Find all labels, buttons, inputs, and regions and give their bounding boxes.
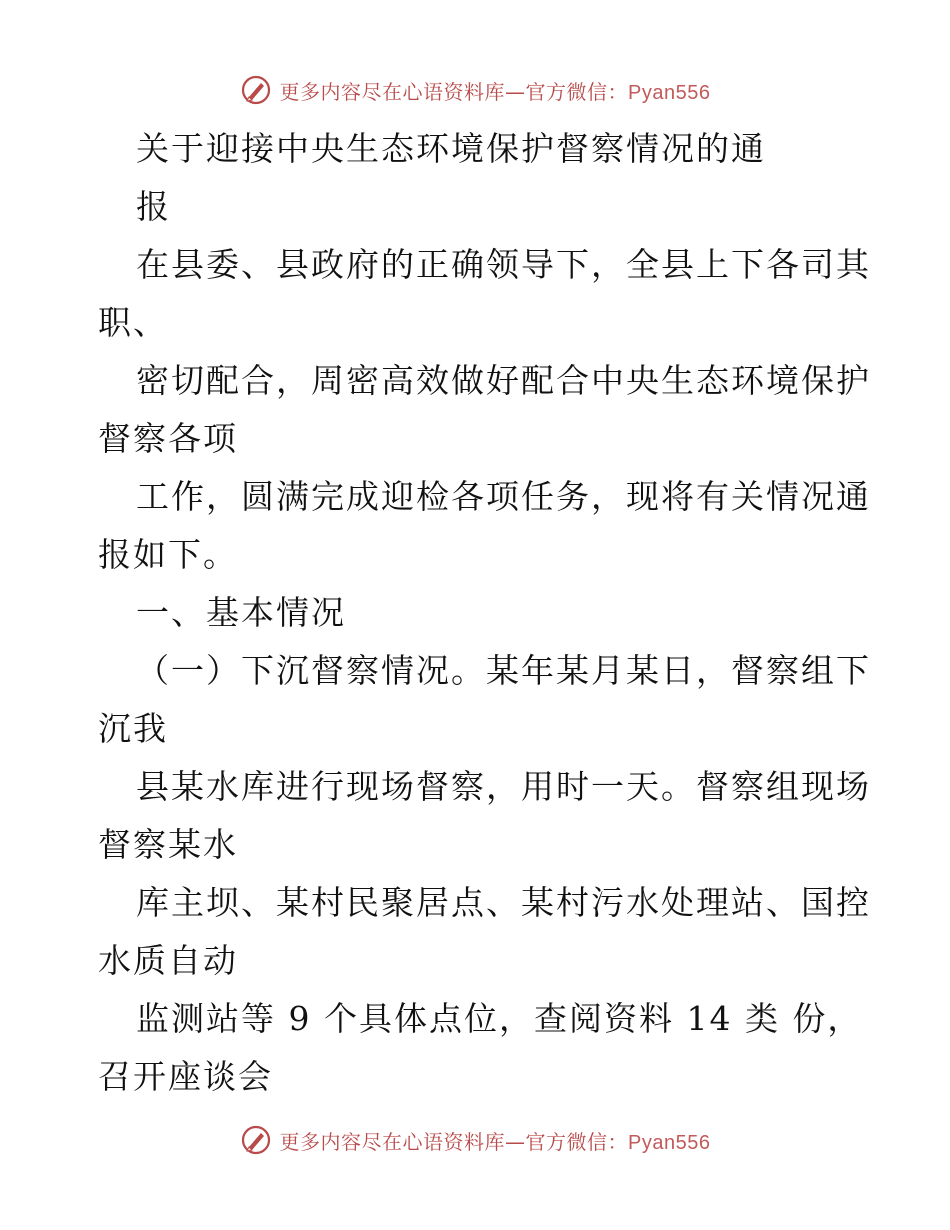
watermark-id: Pyan556 (628, 81, 711, 104)
header-watermark (0, 70, 950, 110)
paragraph-line: 县某水库进行现场督察，用时一天。督察组现场 (136, 767, 871, 806)
paragraph-line: 在县委、县政府的正确领导下，全县上下各司其 (136, 245, 871, 284)
paragraph-line: 库主坝、某村民聚居点、某村污水处理站、国控 (136, 883, 871, 922)
watermark-brand: 更多内容尽在心语资料库 (279, 1129, 506, 1154)
section-heading: 一、基本情况 (136, 593, 346, 632)
paragraph-line: 水质自动 (98, 941, 238, 980)
paragraph-line: 督察某水 (98, 825, 238, 864)
watermark-brand: 更多内容尽在心语资料库 (279, 79, 506, 104)
paragraph-line: （一）下沉督察情况。某年某月某日，督察组下 (136, 651, 871, 690)
paragraph-line: 报如下。 (98, 535, 238, 574)
watermark-separator: — (505, 1129, 526, 1154)
paragraph-line: 职、 (98, 303, 168, 342)
document-title-line: 报 (136, 187, 171, 226)
watermark-separator: — (505, 79, 526, 104)
watermark-contact: 官方微信： (525, 1129, 629, 1154)
document-title-line: 关于迎接中央生态环境保护督察情况的通 (136, 129, 766, 168)
footer-watermark (0, 1120, 950, 1160)
watermark-text (280, 76, 711, 105)
watermark-text (280, 1126, 711, 1155)
paragraph-line: 督察各项 (98, 419, 238, 458)
document-body (98, 120, 871, 1106)
paragraph-line: 监测站等 9 个具体点位，查阅资料 14 类 份， (136, 999, 863, 1038)
watermark-contact: 官方微信： (525, 79, 629, 104)
paragraph-line: 密切配合，周密高效做好配合中央生态环境保护 (136, 361, 871, 400)
paragraph-line: 召开座谈会 (98, 1057, 273, 1096)
paragraph-line: 工作，圆满完成迎检各项任务，现将有关情况通 (136, 477, 871, 516)
pen-logo-icon (240, 74, 272, 106)
pen-logo-icon (240, 1124, 272, 1156)
watermark-id: Pyan556 (628, 1131, 711, 1154)
paragraph-line: 沉我 (98, 709, 168, 748)
